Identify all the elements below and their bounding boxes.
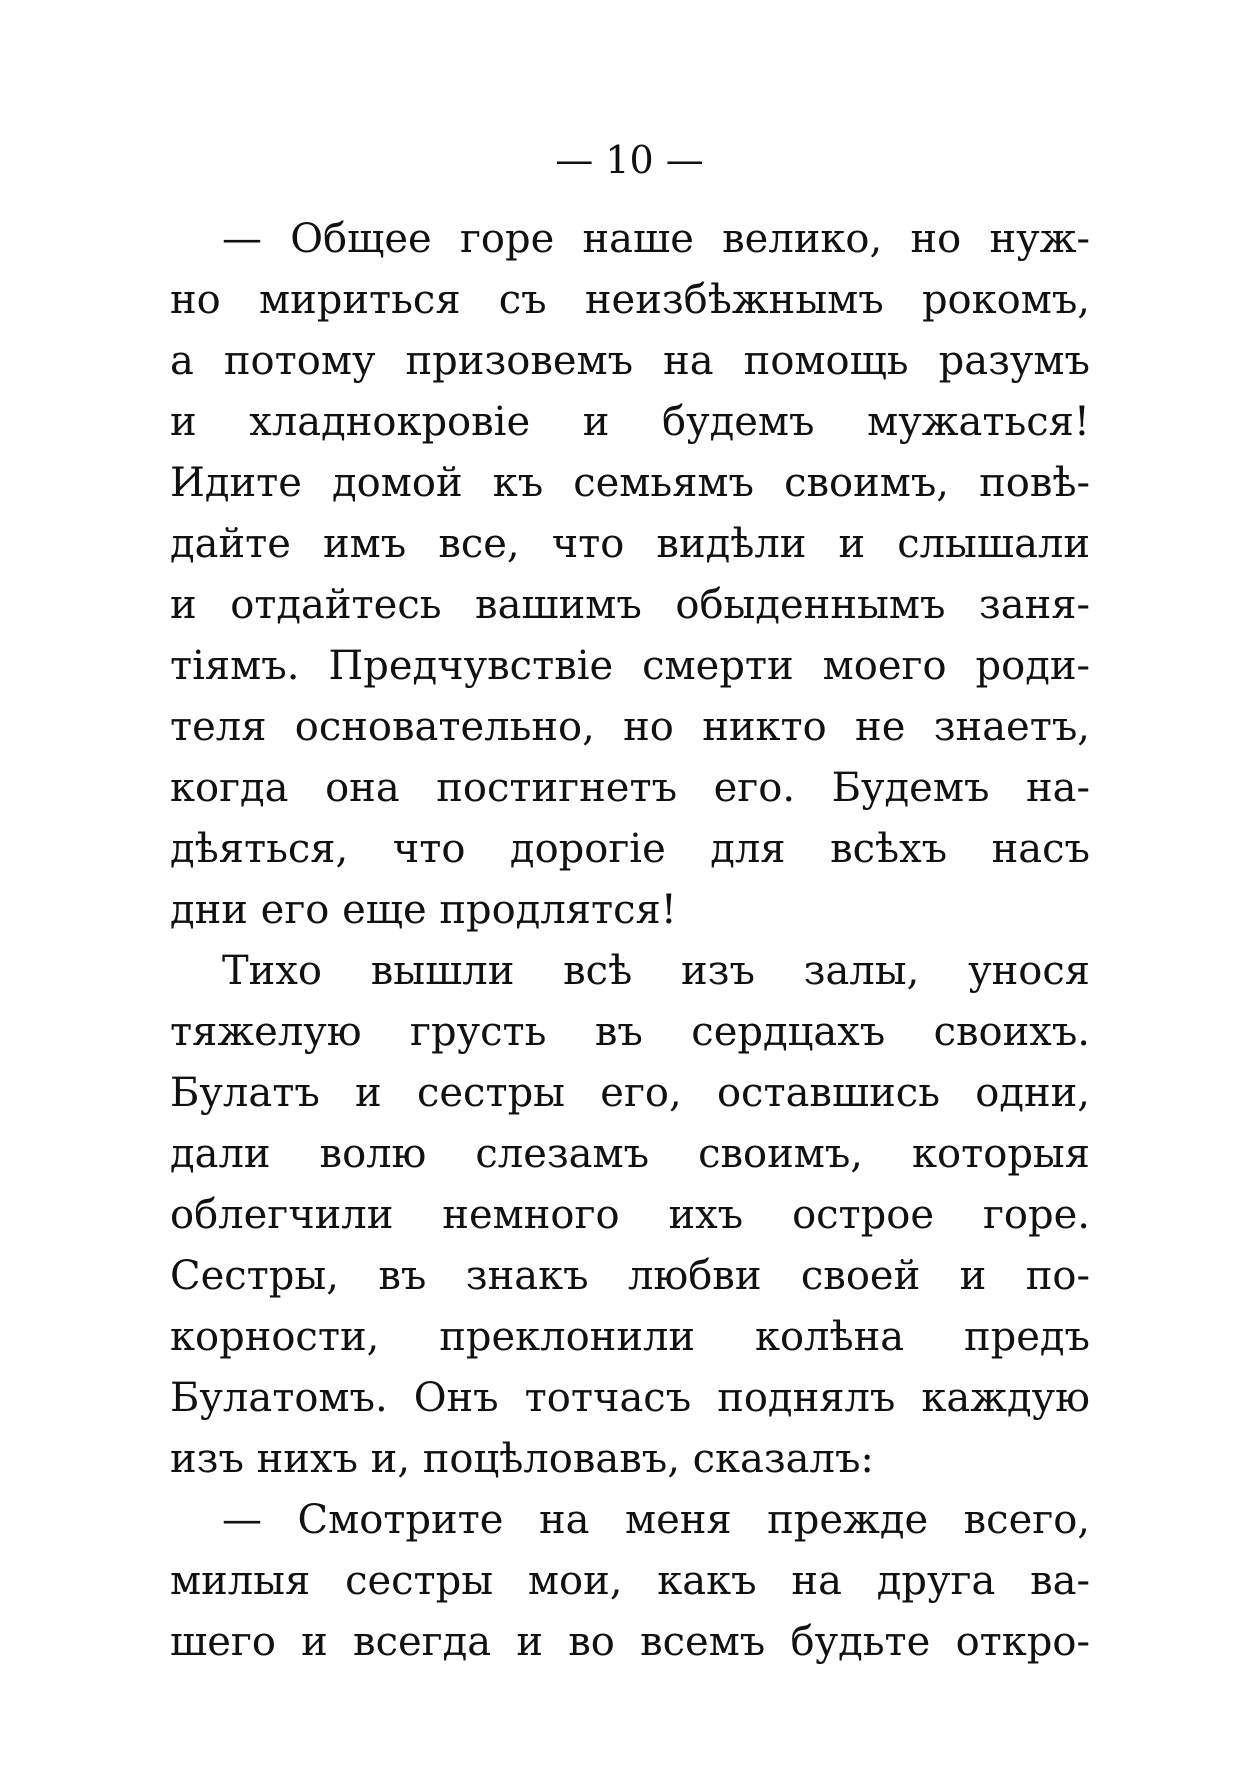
text-line: дни его еще продлятся!	[170, 887, 677, 933]
text-line: — Общее горе наше велико, но нуж-	[222, 216, 1090, 262]
text-line: дайте имъ все, что видѣли и слышали	[170, 521, 1090, 567]
text-line: тіямъ. Предчувствіе смерти моего роди-	[170, 643, 1090, 689]
text-line: Булатомъ. Онъ тотчасъ поднялъ каждую	[170, 1375, 1090, 1421]
text-line: а потому призовемъ на помощь разумъ	[170, 338, 1090, 384]
text-line: теля основательно, но никто не знаетъ,	[170, 704, 1090, 750]
text-line: Тихо вышли всѣ изъ залы, унося	[222, 948, 1090, 994]
page-number: — 10 —	[555, 138, 704, 182]
text-line: и хладнокровіе и будемъ мужаться!	[170, 399, 1090, 445]
text-line: изъ нихъ и, поцѣловавъ, сказалъ:	[170, 1436, 874, 1482]
text-line: шего и всегда и во всемъ будьте откро-	[170, 1619, 1090, 1665]
body-text	[170, 209, 1090, 1673]
text-line: корности, преклонили колѣна предъ	[170, 1314, 1090, 1360]
text-line: облегчили немного ихъ острое горе.	[170, 1192, 1090, 1238]
text-line: когда она постигнетъ его. Будемъ на-	[170, 765, 1090, 811]
text-line: — Смотрите на меня прежде всего,	[222, 1497, 1090, 1543]
text-line: но мириться съ неизбѣжнымъ рокомъ,	[170, 277, 1090, 323]
text-line: Булатъ и сестры его, оставшись одни,	[170, 1070, 1090, 1116]
text-line: Идите домой къ семьямъ своимъ, повѣ-	[170, 460, 1090, 506]
text-line: дали волю слезамъ своимъ, которыя	[170, 1131, 1090, 1177]
text-line: милыя сестры мои, какъ на друга ва-	[170, 1558, 1090, 1604]
text-line: дѣяться, что дорогіе для всѣхъ насъ	[170, 826, 1090, 872]
text-line: Сестры, въ знакъ любви своей и по-	[170, 1253, 1090, 1299]
text-line: тяжелую грусть въ сердцахъ своихъ.	[170, 1009, 1090, 1055]
text-line: и отдайтесь вашимъ обыденнымъ заня-	[170, 582, 1090, 628]
